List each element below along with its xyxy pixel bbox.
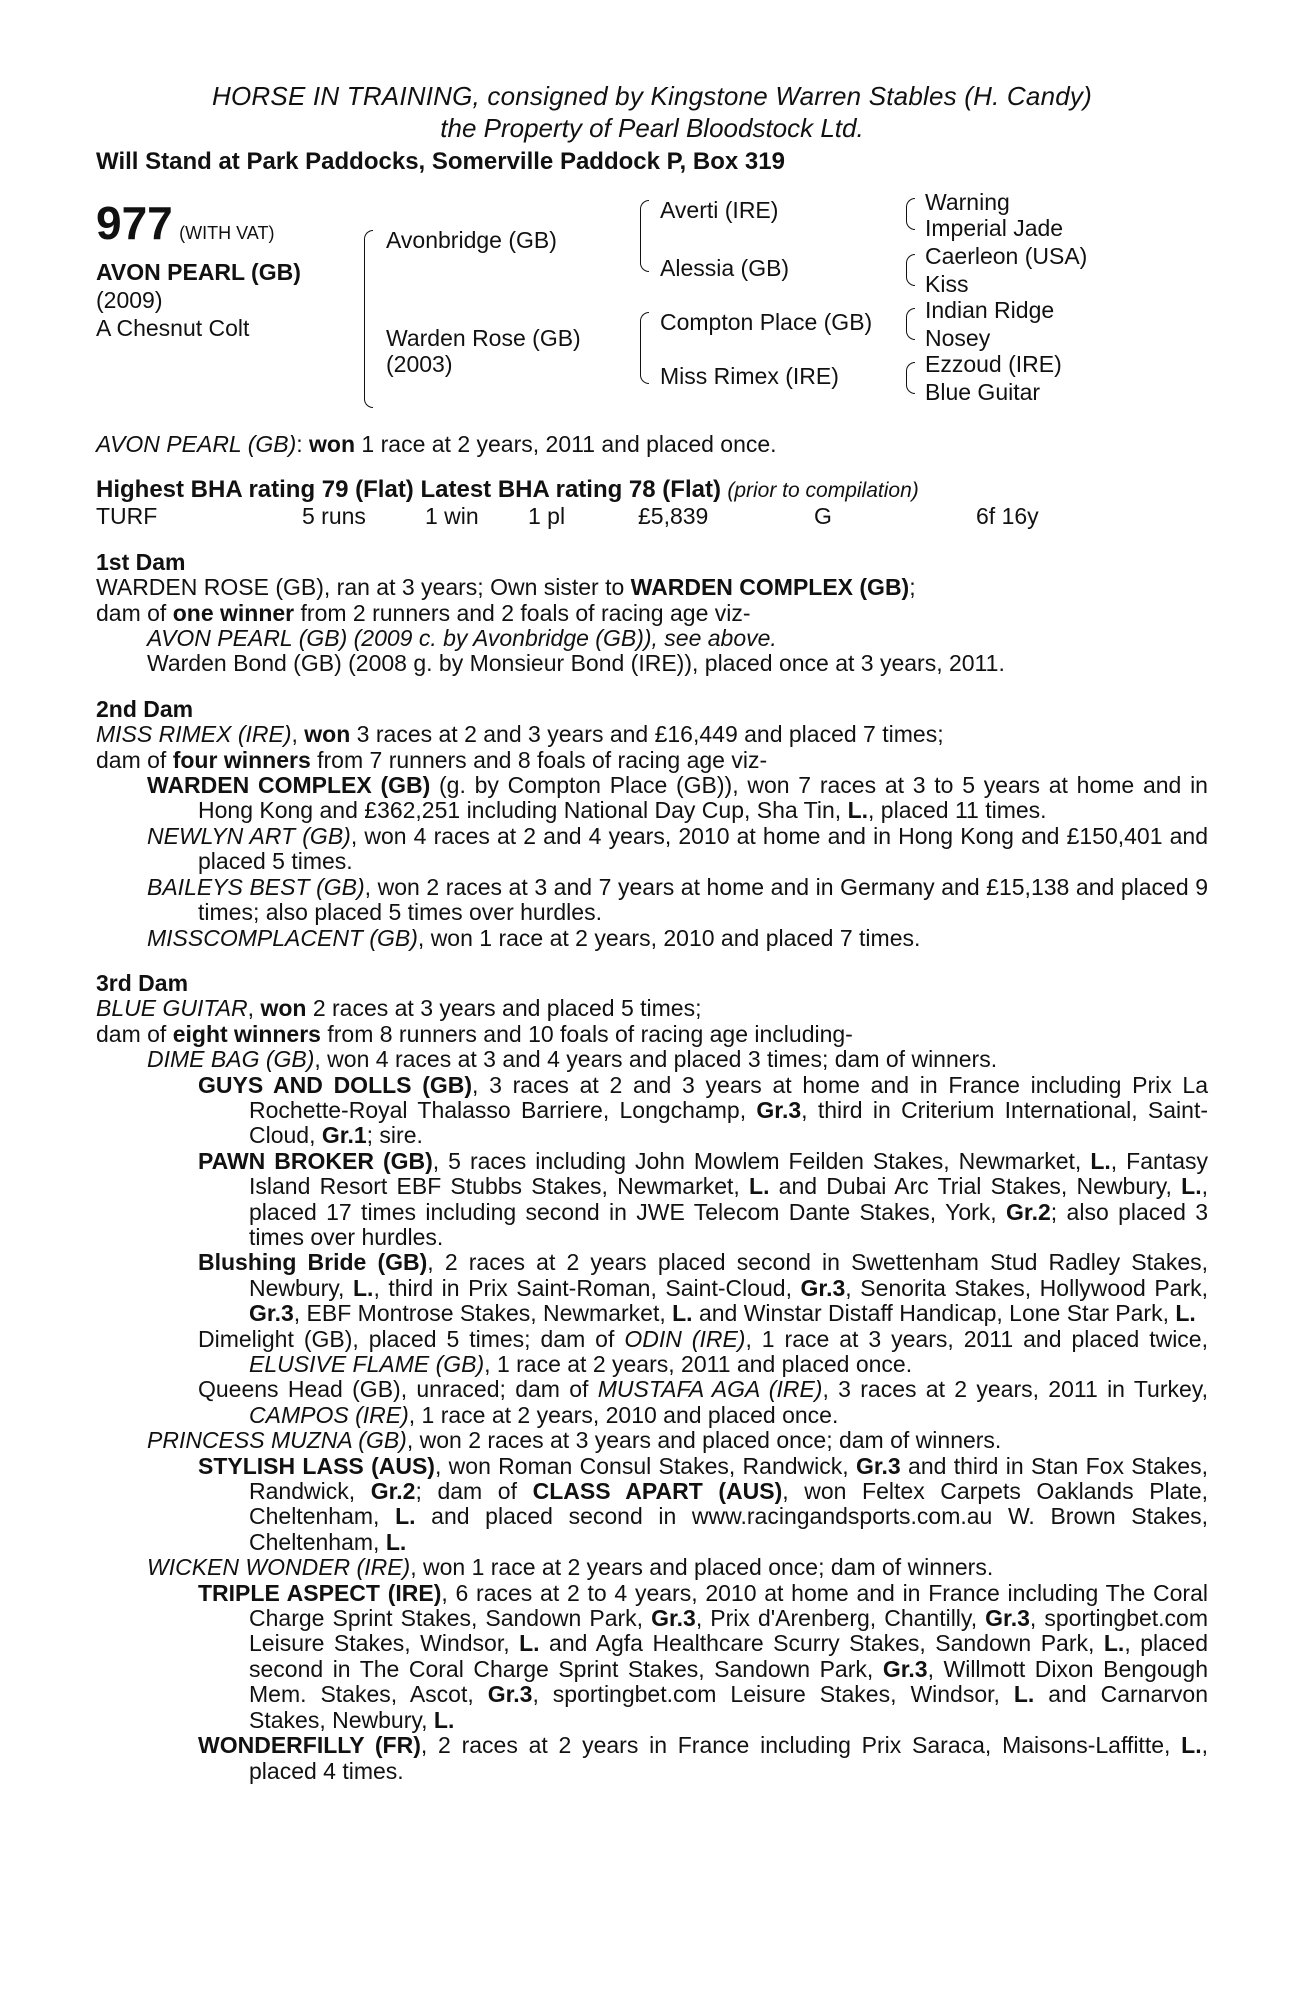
text-run: and third in Stan Fox Stakes, Randwick,	[249, 1452, 1208, 1505]
text-run: four winners	[172, 746, 311, 773]
entry-blushing-bride	[96, 1250, 1208, 1326]
text-run: and placed second in www.racingandsports.com.au W. Brown Stakes, Cheltenham,	[249, 1503, 1208, 1555]
text-run: CAMPOS (IRE)	[249, 1401, 409, 1428]
text-run: Dimelight (GB), placed 5 times; dam of	[198, 1325, 625, 1352]
third-dam-produce	[96, 1022, 1208, 1047]
text-run: , placed 17 times including second in JWE Telecom Dante Stakes, York,	[249, 1173, 1208, 1225]
rating-line	[96, 477, 1208, 503]
entry-baileys-best	[96, 875, 1208, 926]
text-run: L.	[1175, 1300, 1196, 1327]
entry-pawn-broker	[96, 1149, 1208, 1251]
text-run: Gr.3	[487, 1681, 533, 1708]
vat-note: (WITH VAT)	[179, 223, 275, 243]
text-run: 2 races at 3 years and placed 5 times;	[306, 995, 702, 1022]
text-run: , 6 races at 2 to 4 years, 2010 at home and in France including The Coral Charge Sprint Stakes, Sandown Park,	[249, 1579, 1208, 1632]
gen3-6: Nosey	[925, 325, 991, 351]
text-run: L.	[519, 1630, 540, 1657]
text-run: , placed 4 times.	[249, 1732, 1208, 1784]
race-summary: AVON PEARL (GB): won 1 race at 2 years, 2011 and placed once.	[96, 431, 777, 457]
text-run: WARDEN COMPLEX (GB)	[630, 574, 910, 601]
gen3-8: Blue Guitar	[925, 379, 1041, 405]
catalogue-page	[96, 80, 1208, 1784]
text-run: ODIN (IRE)	[624, 1325, 746, 1352]
text-run: G	[814, 502, 832, 529]
text-run: , won 2 races at 3 and 7 years at home and in Germany and £15,138 and placed 9 times; also placed 5 times over hurdles.	[198, 873, 1208, 926]
text-run: ; dam of	[415, 1478, 533, 1505]
entry-wonderfilly	[96, 1733, 1208, 1784]
text-run: , 5 races including John Mowlem Feilden Stakes, Newmarket,	[432, 1147, 1091, 1174]
text-run: L.	[847, 797, 869, 824]
bracket-gen3-1	[906, 198, 915, 230]
entry-dime-bag	[96, 1047, 1208, 1072]
text-run: Gr.3	[985, 1605, 1030, 1632]
consignor-line: HORSE IN TRAINING, consigned by Kingstone Warren Stables (H. Candy)	[212, 81, 1092, 111]
pedigree-table	[96, 189, 1208, 432]
text-run: , won Roman Consul Stakes, Randwick,	[434, 1452, 856, 1479]
third-dam-heading: 3rd Dam	[96, 969, 189, 996]
bracket-dam	[640, 312, 649, 384]
text-run: 1 pl	[528, 502, 566, 529]
bracket-gen3-4	[906, 362, 915, 394]
text-run: , Prix d'Arenberg, Chantilly,	[695, 1605, 986, 1632]
text-run: , sportingbet.com Leisure Stakes, Windsor,	[249, 1605, 1209, 1657]
text-run: dam of	[96, 746, 173, 773]
text-run: Gr.1	[321, 1122, 367, 1149]
entry-newlyn-art	[96, 824, 1208, 875]
text-run: L.	[1090, 1147, 1111, 1174]
text-run: L.	[749, 1173, 770, 1200]
text-run: and Agfa Healthcare Scurry Stakes, Sandown Park,	[539, 1630, 1104, 1657]
text-run: Gr.3	[800, 1274, 846, 1301]
text-run: , EBF Montrose Stakes, Newmarket,	[293, 1300, 673, 1327]
text-run: Queens Head (GB), unraced; dam of	[198, 1376, 598, 1403]
text-run: L.	[395, 1503, 416, 1530]
text-run: (g. by Compton Place (GB)), won 7 races at 3 to 5 years at home and in Hong Kong and £362,251 including National Day Cup, Sha Tin,	[198, 772, 1208, 824]
text-run: , 2 races at 2 years placed second in Swettenham Stud Radley Stakes, Newbury,	[249, 1249, 1209, 1301]
dam-sire: Compton Place (GB)	[660, 309, 873, 335]
text-run: (prior to compilation)	[727, 479, 919, 503]
text-run: 5 runs	[302, 502, 366, 529]
text-run: Gr.2	[370, 1478, 416, 1505]
text-run: L.	[352, 1274, 374, 1301]
text-run: Gr.3	[651, 1605, 696, 1632]
text-run: , won 1 race at 2 years, 2010 and placed 7 times.	[417, 924, 921, 951]
gen3-3: Caerleon (USA)	[925, 243, 1088, 269]
horse-description: A Chesnut Colt	[96, 315, 250, 341]
gen3-2: Imperial Jade	[925, 215, 1064, 241]
text-run: , Fantasy Island Resort EBF Stubbs Stakes, Newmarket,	[249, 1147, 1208, 1200]
text-run: WARDEN ROSE (GB), ran at 3 years; Own sister to	[96, 574, 631, 601]
text-run: , won Feltex Carpets Oaklands Plate, Cheltenham,	[249, 1478, 1209, 1530]
text-run: from 8 runners and 10 foals of racing age including-	[320, 1020, 853, 1047]
entry-stylish-lass	[96, 1454, 1208, 1556]
text-run: , sportingbet.com Leisure Stakes, Windsor,	[532, 1681, 1014, 1708]
text-run: GUYS AND DOLLS (GB)	[198, 1071, 473, 1098]
text-run: Gr.3	[249, 1300, 294, 1327]
text-run: , 1 race at 2 years, 2011 and placed once.	[484, 1351, 913, 1377]
text-run: , won 4 races at 3 and 4 years and placed 3 times; dam of winners.	[314, 1046, 998, 1073]
text-run: dam of	[96, 1020, 173, 1047]
first-dam-produce	[96, 601, 1208, 626]
text-run: L.	[672, 1300, 693, 1327]
text-run: 1 win	[425, 502, 479, 529]
text-run: 3 races at 2 and 3 years and £16,449 and placed 7 times;	[350, 721, 944, 748]
text-run: , Willmott Dixon Bengough Mem. Stakes, Ascot,	[249, 1655, 1209, 1708]
sire-sire: Averti (IRE)	[660, 197, 779, 223]
text-run: and Dubai Arc Trial Stakes, Newbury,	[769, 1173, 1182, 1200]
text-run: WICKEN WONDER (IRE)	[147, 1554, 411, 1581]
entry-guys-and-dolls	[96, 1073, 1208, 1149]
text-run: 6f 16y	[976, 502, 1039, 529]
text-run: from 2 runners and 2 foals of racing age viz-	[294, 599, 751, 626]
third-dam-line	[96, 996, 1208, 1021]
sire-name: Avonbridge (GB)	[386, 227, 557, 253]
text-run: MUSTAFA AGA (IRE)	[597, 1376, 823, 1403]
text-run: WARDEN COMPLEX (GB)	[147, 772, 431, 799]
dam-name: Warden Rose (GB)	[386, 325, 581, 351]
first-dam-foal-1: AVON PEARL (GB) (2009 c. by Avonbridge (GB)), see above.	[147, 625, 777, 652]
second-dam-produce	[96, 748, 1208, 773]
second-dam-heading: 2nd Dam	[96, 695, 194, 722]
bracket-gen3-3	[906, 308, 915, 340]
dam-dam: Miss Rimex (IRE)	[660, 363, 839, 389]
text-run: L.	[433, 1706, 455, 1733]
text-run: and Carnarvon Stakes, Newbury,	[249, 1681, 1208, 1733]
text-run: Gr.3	[882, 1655, 928, 1682]
text-run: WONDERFILLY (FR)	[198, 1732, 421, 1759]
property-line: the Property of Pearl Bloodstock Ltd.	[440, 113, 864, 143]
foaling-year: (2009)	[96, 287, 163, 313]
text-run: CLASS APART (AUS)	[532, 1478, 783, 1505]
text-run: TURF	[96, 502, 158, 529]
bracket-sire	[640, 200, 649, 272]
text-run: , placed second in The Coral Charge Sprint Stakes, Sandown Park,	[249, 1630, 1208, 1682]
entry-queens-head	[96, 1377, 1208, 1428]
text-run: PRINCESS MUZNA (GB)	[147, 1427, 407, 1454]
entry-triple-aspect	[96, 1581, 1208, 1733]
entry-wicken-wonder	[96, 1555, 1208, 1580]
entry-warden-complex	[96, 773, 1208, 824]
first-dam-foal-2: Warden Bond (GB) (2008 g. by Monsieur Bond (IRE)), placed once at 3 years, 2011.	[147, 650, 1005, 677]
text-run: Blushing Bride (GB)	[198, 1249, 428, 1276]
text-run: ;	[909, 574, 916, 601]
text-run: won	[304, 721, 351, 748]
entry-princess-muzna	[96, 1428, 1208, 1453]
text-run: Gr.3	[855, 1452, 901, 1479]
text-run: , third in Criterium International, Saint-Cloud,	[249, 1096, 1208, 1149]
second-dam-line	[96, 722, 1208, 747]
entry-misscomplacent	[96, 926, 1208, 951]
gen3-4: Kiss	[925, 271, 969, 297]
text-run: Gr.3	[756, 1096, 802, 1123]
text-run: TRIPLE ASPECT (IRE)	[198, 1579, 442, 1606]
text-run: from 7 runners and 8 foals of racing age viz-	[310, 746, 768, 773]
text-run: , third in Prix Saint-Roman, Saint-Cloud,	[373, 1274, 801, 1301]
sire-dam: Alessia (GB)	[660, 255, 790, 281]
text-run: PAWN BROKER (GB)	[198, 1147, 433, 1174]
text-run: ,	[247, 995, 261, 1022]
text-run: , Senorita Stakes, Hollywood Park,	[845, 1274, 1209, 1301]
text-run: won	[260, 995, 307, 1022]
horse-name: AVON PEARL (GB)	[96, 259, 301, 285]
text-run: ; sire.	[366, 1122, 423, 1149]
text-run: DIME BAG (GB)	[147, 1046, 315, 1073]
first-dam-heading: 1st Dam	[96, 548, 186, 575]
text-run: , 2 races at 2 years in France including Prix Saraca, Maisons-Laffitte,	[420, 1732, 1182, 1759]
text-run: BLUE GUITAR	[96, 995, 248, 1022]
text-run: ELUSIVE FLAME (GB)	[249, 1351, 485, 1377]
lot-number: 977	[96, 197, 173, 249]
text-run: AVON PEARL (GB)	[96, 431, 297, 457]
bracket-gen3-2	[906, 254, 915, 286]
stabling-line: Will Stand at Park Paddocks, Somerville Paddock P, Box 319	[96, 148, 785, 175]
text-run: £5,839	[638, 502, 709, 529]
text-run: MISSCOMPLACENT (GB)	[147, 924, 418, 951]
text-run: , won 1 race at 2 years and placed once; dam of winners.	[410, 1554, 994, 1581]
text-run: L.	[1013, 1681, 1035, 1708]
text-run: ; also placed 3 times over hurdles.	[249, 1198, 1208, 1250]
lot-number-row	[96, 197, 275, 249]
text-run: , placed 11 times.	[868, 797, 1047, 824]
text-run: L.	[1181, 1732, 1202, 1759]
first-dam-line	[96, 575, 1208, 600]
text-run: , 3 races at 2 and 3 years at home and in France including Prix La Rochette-Royal Thalasso Barriere, Longchamp,	[249, 1071, 1208, 1123]
gen3-7: Ezzoud (IRE)	[925, 351, 1062, 377]
text-run: NEWLYN ART (GB)	[147, 822, 351, 849]
gen3-1: Warning	[925, 189, 1010, 215]
text-run: Highest BHA rating 79 (Flat) Latest BHA rating 78 (Flat)	[96, 476, 721, 504]
text-run: ,	[291, 721, 305, 748]
text-run: 1 race at 2 years, 2011 and placed once.	[355, 431, 777, 457]
turf-record	[96, 504, 1208, 530]
text-run: STYLISH LASS (AUS)	[198, 1452, 435, 1479]
text-run: Gr.2	[1006, 1198, 1051, 1225]
text-run: one winner	[172, 599, 295, 626]
dam-year: (2003)	[386, 351, 453, 377]
text-run: , won 2 races at 3 years and placed once; dam of winners.	[406, 1427, 1002, 1454]
text-run: dam of	[96, 599, 173, 626]
gen3-5: Indian Ridge	[925, 297, 1055, 323]
text-run: eight winners	[172, 1020, 321, 1047]
text-run: L.	[1103, 1630, 1125, 1657]
text-run: , 1 race at 2 years, 2010 and placed once.	[408, 1401, 839, 1428]
text-run: L.	[385, 1528, 407, 1555]
text-run: , won 4 races at 2 and 4 years, 2010 at home and in Hong Kong and £150,401 and placed 5 times.	[198, 822, 1208, 875]
bracket-gen1	[364, 230, 373, 408]
text-run: , 3 races at 2 years, 2011 in Turkey,	[822, 1376, 1208, 1403]
text-run: , 1 race at 3 years, 2011 and placed twice,	[745, 1325, 1208, 1352]
text-run: L.	[1181, 1173, 1202, 1200]
text-run: BAILEYS BEST (GB)	[147, 873, 365, 900]
entry-dimelight	[96, 1327, 1208, 1378]
text-run: MISS RIMEX (IRE)	[96, 721, 292, 748]
text-run: won	[309, 431, 356, 457]
text-run: and Winstar Distaff Handicap, Lone Star Park,	[692, 1300, 1176, 1327]
